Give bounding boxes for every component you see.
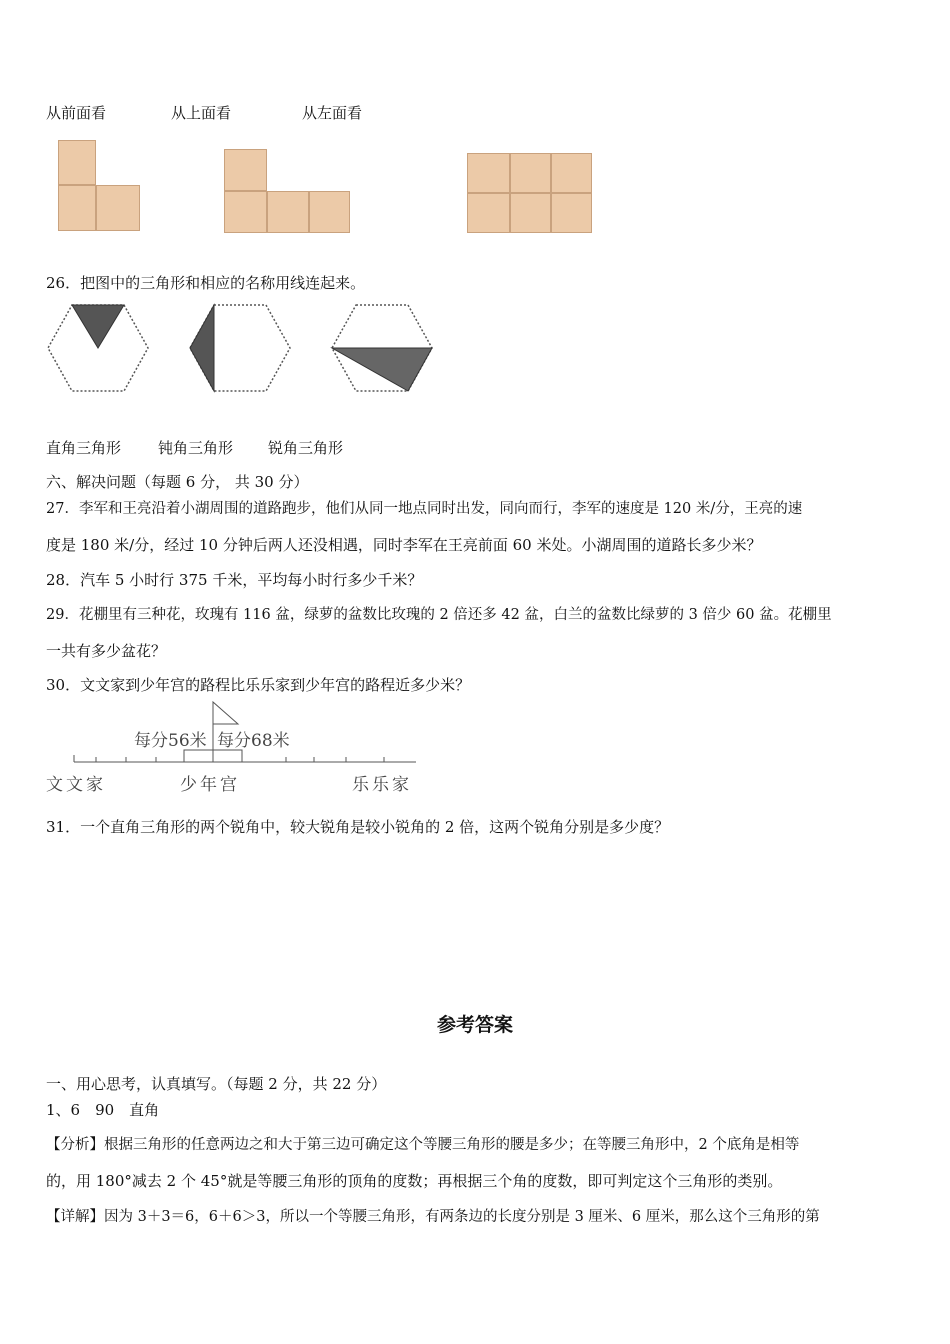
question-30: 30．文文家到少年宫的路程比乐乐家到少年宫的路程近多少米？	[46, 676, 471, 694]
hexagon-figure-2	[188, 303, 292, 391]
left-view-label: 从左面看	[302, 104, 363, 122]
analysis-line-2: 的，用 180°减去 2 个 45°就是等腰三角形的顶角的度数；再根据三个角的度数，即可判定这个三角形的类别。	[46, 1172, 783, 1190]
section-6-heading: 六、解决问题（每题 6 分， 共 30 分）	[46, 473, 309, 491]
hexagon-figure-3	[330, 303, 434, 391]
hexagon-figure-1	[46, 303, 150, 391]
answers-title: 参考答案	[436, 1014, 513, 1036]
answers-section-1: 一、用心思考，认真填写。（每题 2 分，共 22 分）	[46, 1075, 387, 1093]
question-27-line-1: 27．李军和王亮沿着小湖周围的道路跑步，他们从同一地点同时出发，同向而行，李军的速度是 120 米/分，王亮的速	[46, 501, 803, 517]
q30-speed-left: 每分56米	[134, 731, 207, 751]
question-29-line-2: 一共有多少盆花？	[46, 642, 167, 660]
q30-place-wenwen: 文文家	[46, 775, 106, 795]
question-26: 26．把图中的三角形和相应的名称用线连起来。	[46, 274, 366, 292]
answer-1: 1、6 90 直角	[46, 1101, 160, 1119]
question-28: 28．汽车 5 小时行 375 千米，平均每小时行多少千米？	[46, 571, 423, 589]
question-29-line-1: 29．花棚里有三种花，玫瑰有 116 盆，绿萝的盆数比玫瑰的 2 倍还多 42 盆，白兰的盆数比绿萝的 3 倍少 60 盆。花棚里	[46, 607, 832, 623]
question-27-line-2: 度是 180 米/分，经过 10 分钟后两人还没相遇，同时李军在王亮前面 60 米处。小湖周围的道路长多少米？	[46, 536, 762, 554]
triangle-name-acute: 锐角三角形	[268, 439, 344, 457]
question-31: 31．一个直角三角形的两个锐角中，较大锐角是较小锐角的 2 倍，这两个锐角分别是多少度？	[46, 818, 670, 836]
analysis-line-1: 【分析】根据三角形的任意两边之和大于第三边可确定这个等腰三角形的腰是多少；在等腰三角形中，2 个底角是相等	[46, 1137, 800, 1153]
triangle-name-obtuse: 钝角三角形	[158, 439, 234, 457]
q30-place-lele: 乐乐家	[352, 775, 412, 795]
q30-speed-right: 每分68米	[217, 731, 290, 751]
q30-place-youth-palace: 少年宫	[180, 775, 240, 795]
front-view-label: 从前面看	[46, 104, 107, 122]
triangle-name-right: 直角三角形	[46, 439, 122, 457]
detail-line-1: 【详解】因为 3＋3＝6，6＋6＞3，所以一个等腰三角形，有两条边的长度分别是 3 厘米、6 厘米，那么这个三角形的第	[46, 1209, 820, 1225]
top-view-label: 从上面看	[171, 104, 232, 122]
